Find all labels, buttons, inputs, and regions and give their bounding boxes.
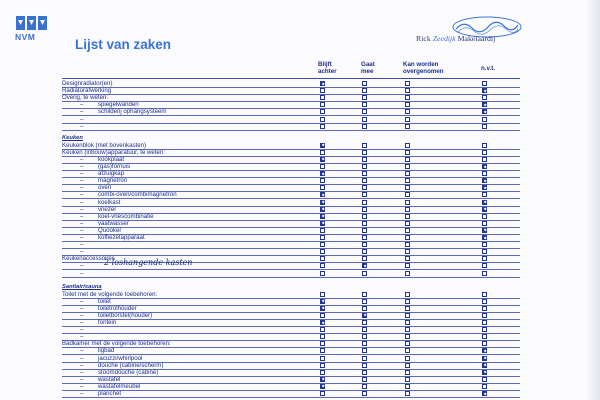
checklist-row <box>62 116 520 123</box>
checkbox-col-1[interactable] <box>362 117 367 122</box>
checkbox-col-3[interactable] <box>482 313 487 318</box>
checkbox-col-2[interactable] <box>405 356 410 361</box>
checkbox-col-0[interactable] <box>320 228 325 233</box>
checklist-row <box>62 347 520 354</box>
checkbox-col-1[interactable] <box>362 207 367 212</box>
checkbox-col-1[interactable] <box>362 299 367 304</box>
checkbox-col-3[interactable] <box>482 306 487 311</box>
dash-bullet: – <box>80 163 84 170</box>
checkbox-col-0[interactable] <box>320 200 325 205</box>
checkbox-col-1[interactable] <box>362 256 367 261</box>
checklist-row <box>62 362 520 369</box>
row-label: Badkamer met de volgende toebehoren: <box>62 340 171 348</box>
brand-name <box>416 34 495 43</box>
checkbox-col-2[interactable] <box>405 143 410 148</box>
checklist-row <box>62 184 520 191</box>
checkbox-col-2[interactable] <box>405 117 410 122</box>
dash-bullet: – <box>80 108 84 116</box>
checklist-row <box>62 101 520 108</box>
checkbox-col-0[interactable] <box>320 143 325 148</box>
checklist-row <box>62 170 520 177</box>
checkbox-col-0[interactable] <box>320 109 325 114</box>
checkbox-col-0[interactable] <box>320 88 325 93</box>
checkbox-col-0[interactable] <box>320 164 325 169</box>
checkbox-col-1[interactable] <box>362 235 367 240</box>
row-label: toilet <box>98 297 111 305</box>
checkbox-col-3[interactable] <box>482 356 487 361</box>
checkbox-col-0[interactable] <box>320 117 325 122</box>
checkbox-col-0[interactable] <box>320 185 325 190</box>
row-label: Keukenaccessoires <box>62 255 115 263</box>
checkbox-col-0[interactable] <box>320 306 325 311</box>
checkbox-col-1[interactable] <box>362 185 367 190</box>
checkbox-col-2[interactable] <box>405 242 410 247</box>
checkbox-col-1[interactable] <box>362 214 367 219</box>
checklist-row <box>62 390 520 397</box>
checkbox-col-2[interactable] <box>405 341 410 346</box>
row-label: vaatwasser <box>98 219 129 227</box>
row-label: toiletborstel(houder) <box>98 311 153 319</box>
checkbox-col-3[interactable] <box>482 192 487 197</box>
checkbox-col-1[interactable] <box>362 363 367 368</box>
dash-bullet: – <box>80 170 84 178</box>
row-label: afzuigkap <box>98 170 125 178</box>
checkbox-col-3[interactable] <box>482 370 487 375</box>
checklist-row <box>62 369 520 376</box>
dash-bullet: – <box>80 115 84 123</box>
checkbox-col-3[interactable] <box>482 320 487 325</box>
nvm-logo <box>15 14 49 42</box>
dash-bullet: – <box>80 234 84 241</box>
brand-suffix: Makelaardij <box>455 34 496 43</box>
checklist-row <box>62 270 520 277</box>
checklist-row <box>62 319 520 326</box>
row-label: combi-oven/combimagnetron <box>98 191 177 199</box>
checkbox-col-3[interactable] <box>482 271 487 276</box>
checkbox-col-3[interactable] <box>482 341 487 346</box>
dash-bullet: – <box>80 241 84 249</box>
brand-italic: Zeedijk <box>432 34 456 43</box>
checklist-row <box>62 199 520 206</box>
checkbox-col-2[interactable] <box>405 334 410 339</box>
checkbox-col-1[interactable] <box>362 249 367 254</box>
checklist-row <box>62 220 520 227</box>
checkbox-col-0[interactable] <box>320 384 325 389</box>
checklist-row <box>62 241 520 248</box>
dash-bullet: – <box>80 122 84 130</box>
checkbox-col-0[interactable] <box>320 157 325 162</box>
checkbox-col-1[interactable] <box>362 157 367 162</box>
row-label: Overig, te weten: <box>62 94 109 102</box>
checkbox-col-3[interactable] <box>482 207 487 212</box>
handwritten-note: 2 loshangende kasten <box>104 258 193 268</box>
checklist-row <box>62 191 520 198</box>
row-label: schilderij ophangsysteem <box>98 108 167 116</box>
checkbox-col-2[interactable] <box>405 214 410 219</box>
row-label: kookplaat <box>98 155 125 163</box>
section-title: Sanitair/sauna <box>62 283 102 290</box>
dash-bullet: – <box>80 311 84 319</box>
checkbox-col-3[interactable] <box>482 299 487 304</box>
checkbox-col-3[interactable] <box>482 348 487 353</box>
checkbox-col-1[interactable] <box>362 228 367 233</box>
checklist-row <box>62 326 520 333</box>
checkbox-col-1[interactable] <box>362 242 367 247</box>
checkbox-col-1[interactable] <box>362 221 367 226</box>
checkbox-col-1[interactable] <box>362 263 367 268</box>
checkbox-col-1[interactable] <box>362 200 367 205</box>
row-label: toiletrolhouder <box>98 304 137 312</box>
checkbox-col-3[interactable] <box>482 384 487 389</box>
row-label: Keukenblok (met bovenkasten) <box>62 141 147 149</box>
checkbox-col-2[interactable] <box>405 95 410 100</box>
checkbox-col-0[interactable] <box>320 363 325 368</box>
col1-label: Gaat mee <box>361 61 375 75</box>
checkbox-col-3[interactable] <box>482 263 487 268</box>
dash-bullet: – <box>80 375 84 383</box>
checkbox-col-3[interactable] <box>482 200 487 205</box>
dash-bullet: – <box>80 333 84 341</box>
checkbox-col-3[interactable] <box>482 292 487 297</box>
checkbox-col-2[interactable] <box>405 228 410 233</box>
checklist-row <box>62 298 520 305</box>
dash-bullet: – <box>80 326 84 334</box>
checkbox-col-3[interactable] <box>482 363 487 368</box>
row-label: ligbad <box>98 347 115 355</box>
checkbox-col-3[interactable] <box>482 391 487 396</box>
checkbox-col-0[interactable] <box>320 207 325 212</box>
checkbox-col-3[interactable] <box>482 117 487 122</box>
checkbox-col-0[interactable] <box>320 263 325 268</box>
checkbox-col-0[interactable] <box>320 242 325 247</box>
checklist-row <box>62 142 520 149</box>
checkbox-col-0[interactable] <box>320 391 325 396</box>
checkbox-col-0[interactable] <box>320 292 325 297</box>
checkbox-col-1[interactable] <box>362 88 367 93</box>
checklist-row <box>62 177 520 184</box>
row-label: planchet <box>98 390 122 397</box>
row-label: oven <box>98 184 112 192</box>
dash-bullet: – <box>80 361 84 369</box>
checkbox-col-2[interactable] <box>405 313 410 318</box>
row-label: koffiezetapparaat <box>98 234 145 241</box>
checkbox-col-0[interactable] <box>320 178 325 183</box>
dash-bullet: – <box>80 191 84 199</box>
checklist-row <box>62 206 520 213</box>
checklist-row <box>62 108 520 115</box>
dash-bullet: – <box>80 219 84 227</box>
dash-bullet: – <box>80 177 84 185</box>
page-title: Lijst van zaken <box>75 37 172 52</box>
checkbox-col-1[interactable] <box>362 341 367 346</box>
dash-bullet: – <box>80 368 84 376</box>
col2-label: Kan worden overgenomen <box>403 61 444 75</box>
checkbox-col-3[interactable] <box>482 102 487 107</box>
dash-bullet: – <box>80 155 84 163</box>
checkbox-col-3[interactable] <box>482 81 487 86</box>
dash-bullet: – <box>80 248 84 256</box>
checkbox-col-1[interactable] <box>362 192 367 197</box>
checkbox-col-3[interactable] <box>482 157 487 162</box>
checkbox-col-2[interactable] <box>405 207 410 212</box>
checkbox-col-1[interactable] <box>362 348 367 353</box>
checkbox-col-1[interactable] <box>362 327 367 332</box>
checkbox-col-2[interactable] <box>405 109 410 114</box>
header-divider <box>62 78 520 79</box>
row-label: wastafelmeubel <box>98 382 141 390</box>
checklist-row <box>62 333 520 340</box>
checkbox-col-3[interactable] <box>482 143 487 148</box>
checkbox-col-1[interactable] <box>362 313 367 318</box>
checkbox-col-2[interactable] <box>405 384 410 389</box>
dash-bullet: – <box>80 226 84 234</box>
checkbox-col-2[interactable] <box>405 377 410 382</box>
checkbox-col-3[interactable] <box>482 214 487 219</box>
row-label: Quooker <box>98 226 122 234</box>
checkbox-col-2[interactable] <box>405 363 410 368</box>
checklist-row <box>62 248 520 255</box>
checkbox-col-1[interactable] <box>362 391 367 396</box>
checkbox-col-3[interactable] <box>482 95 487 100</box>
checkbox-col-2[interactable] <box>405 249 410 254</box>
checkbox-col-1[interactable] <box>362 292 367 297</box>
checklist-row <box>62 94 520 101</box>
dash-bullet: – <box>80 198 84 206</box>
checklist-row <box>62 355 520 362</box>
section-title: Keuken <box>62 134 83 141</box>
checkbox-col-1[interactable] <box>362 334 367 339</box>
row-label: magnetron <box>98 177 128 185</box>
checkbox-col-0[interactable] <box>320 235 325 240</box>
dash-bullet: – <box>80 269 84 277</box>
row-label: Designradiator(en) <box>62 80 113 87</box>
checklist-row <box>62 156 520 163</box>
row-label: fontein <box>98 319 117 326</box>
checklist-row <box>62 87 520 94</box>
checkbox-col-3[interactable] <box>482 228 487 233</box>
checkbox-col-1[interactable] <box>362 320 367 325</box>
checkbox-col-2[interactable] <box>405 327 410 332</box>
checkbox-col-3[interactable] <box>482 124 487 129</box>
checkbox-col-2[interactable] <box>405 292 410 297</box>
checkbox-col-0[interactable] <box>320 95 325 100</box>
dash-bullet: – <box>80 184 84 192</box>
row-divider <box>62 130 520 131</box>
checklist-row <box>62 305 520 312</box>
dash-bullet: – <box>80 262 84 270</box>
checkbox-col-2[interactable] <box>405 256 410 261</box>
checklist-row <box>62 291 520 298</box>
checkbox-col-1[interactable] <box>362 95 367 100</box>
checkbox-col-2[interactable] <box>405 124 410 129</box>
checkbox-col-3[interactable] <box>482 150 487 155</box>
checkbox-col-0[interactable] <box>320 348 325 353</box>
checklist-row <box>62 234 520 241</box>
checklist-row <box>62 340 520 347</box>
checkbox-col-0[interactable] <box>320 370 325 375</box>
checkbox-col-3[interactable] <box>482 327 487 332</box>
row-label: jacuzzi/whirlpool <box>98 354 143 362</box>
checkbox-col-3[interactable] <box>482 178 487 183</box>
dash-bullet: – <box>80 304 84 312</box>
checkbox-col-1[interactable] <box>362 143 367 148</box>
row-label: Radiatorafwerking <box>62 87 112 95</box>
dash-bullet: – <box>80 212 84 220</box>
column-header-kan-worden-overgenomen <box>403 61 444 75</box>
checkbox-col-2[interactable] <box>405 299 410 304</box>
checkbox-col-2[interactable] <box>405 271 410 276</box>
checkbox-col-3[interactable] <box>482 221 487 226</box>
dash-bullet: – <box>80 382 84 390</box>
checkbox-col-3[interactable] <box>482 88 487 93</box>
checkbox-col-2[interactable] <box>405 370 410 375</box>
checkbox-col-1[interactable] <box>362 81 367 86</box>
checkbox-col-1[interactable] <box>362 306 367 311</box>
row-label: Keuken (inbouw)apparatuur, te weten: <box>62 148 165 156</box>
checkbox-col-2[interactable] <box>405 178 410 183</box>
checklist-row <box>62 123 520 130</box>
checkbox-col-0[interactable] <box>320 214 325 219</box>
checkbox-col-3[interactable] <box>482 334 487 339</box>
column-header-gaat-mee <box>361 61 375 75</box>
checklist-row <box>62 383 520 390</box>
checkbox-col-1[interactable] <box>362 150 367 155</box>
checkbox-col-0[interactable] <box>320 81 325 86</box>
dash-bullet: – <box>80 319 84 326</box>
nvm-house-icon <box>15 14 49 32</box>
checkbox-col-1[interactable] <box>362 109 367 114</box>
dash-bullet: – <box>80 354 84 362</box>
checkbox-col-0[interactable] <box>320 221 325 226</box>
checklist-row <box>62 163 520 170</box>
checkbox-col-1[interactable] <box>362 377 367 382</box>
row-label: Toilet met de volgende toebehoren: <box>62 290 158 298</box>
checkbox-col-1[interactable] <box>362 384 367 389</box>
checkbox-col-2[interactable] <box>405 192 410 197</box>
row-label: douche (cabine/scherm) <box>98 361 164 369</box>
checkbox-col-3[interactable] <box>482 377 487 382</box>
col3-label: n.v.t. <box>481 65 495 72</box>
checkbox-col-2[interactable] <box>405 81 410 86</box>
dash-bullet: – <box>80 205 84 213</box>
checkbox-col-1[interactable] <box>362 171 367 176</box>
brand-prefix: Rick <box>416 34 433 43</box>
row-label: spiegelwanden <box>98 101 139 109</box>
checkbox-col-0[interactable] <box>320 150 325 155</box>
checkbox-col-3[interactable] <box>482 256 487 261</box>
checkbox-col-0[interactable] <box>320 377 325 382</box>
checkbox-col-2[interactable] <box>405 235 410 240</box>
row-label: stoomdouche (cabine) <box>98 368 159 376</box>
checkbox-col-1[interactable] <box>362 370 367 375</box>
checkbox-col-2[interactable] <box>405 185 410 190</box>
checklist-row <box>62 213 520 220</box>
dash-bullet: – <box>80 390 84 397</box>
checkbox-col-2[interactable] <box>405 157 410 162</box>
checkbox-col-1[interactable] <box>362 178 367 183</box>
row-label: vriezer <box>98 205 117 213</box>
checkbox-col-0[interactable] <box>320 356 325 361</box>
scan-edge <box>586 0 600 400</box>
checklist-row <box>62 312 520 319</box>
checkbox-col-3[interactable] <box>482 185 487 190</box>
checkbox-col-3[interactable] <box>482 171 487 176</box>
checkbox-col-0[interactable] <box>320 192 325 197</box>
nvm-logo-text: NVM <box>15 32 36 42</box>
checkbox-col-3[interactable] <box>482 235 487 240</box>
dash-bullet: – <box>80 297 84 305</box>
checkbox-col-0[interactable] <box>320 271 325 276</box>
checkbox-col-1[interactable] <box>362 356 367 361</box>
dash-bullet: – <box>80 101 84 109</box>
checkbox-col-3[interactable] <box>482 109 487 114</box>
checkbox-col-3[interactable] <box>482 242 487 247</box>
checkbox-col-2[interactable] <box>405 102 410 107</box>
row-label: koel-vriescombinatie <box>98 212 154 220</box>
checkbox-col-0[interactable] <box>320 256 325 261</box>
row-label: (gas)fornuis <box>98 163 131 170</box>
checkbox-col-2[interactable] <box>405 263 410 268</box>
checkbox-col-1[interactable] <box>362 164 367 169</box>
checkbox-col-1[interactable] <box>362 124 367 129</box>
row-label: wastafel <box>98 375 121 383</box>
row-divider <box>62 397 520 398</box>
checkbox-col-2[interactable] <box>405 221 410 226</box>
checklist-row <box>62 227 520 234</box>
checklist-row <box>62 376 520 383</box>
checkbox-col-0[interactable] <box>320 102 325 107</box>
checkbox-col-2[interactable] <box>405 320 410 325</box>
checkbox-col-3[interactable] <box>482 249 487 254</box>
checkbox-col-0[interactable] <box>320 171 325 176</box>
checkbox-col-2[interactable] <box>405 164 410 169</box>
checkbox-col-0[interactable] <box>320 334 325 339</box>
checkbox-col-3[interactable] <box>482 164 487 169</box>
checkbox-col-0[interactable] <box>320 299 325 304</box>
row-divider <box>62 277 520 278</box>
col0-label: Blijft achter <box>318 61 337 75</box>
checkbox-col-2[interactable] <box>405 150 410 155</box>
checkbox-col-1[interactable] <box>362 271 367 276</box>
checkbox-col-0[interactable] <box>320 124 325 129</box>
checkbox-col-2[interactable] <box>405 348 410 353</box>
dash-bullet: – <box>80 347 84 355</box>
checkbox-col-2[interactable] <box>405 306 410 311</box>
column-header-blijft-achter <box>318 61 337 75</box>
checkbox-col-0[interactable] <box>320 313 325 318</box>
checklist-row <box>62 149 520 156</box>
column-header-nvt <box>481 65 495 72</box>
checkbox-col-1[interactable] <box>362 102 367 107</box>
checkbox-col-2[interactable] <box>405 391 410 396</box>
checkbox-col-0[interactable] <box>320 320 325 325</box>
checkbox-col-2[interactable] <box>405 171 410 176</box>
checklist-row <box>62 80 520 87</box>
checkbox-col-0[interactable] <box>320 249 325 254</box>
checkbox-col-0[interactable] <box>320 327 325 332</box>
checkbox-col-2[interactable] <box>405 200 410 205</box>
row-label: koelkast <box>98 198 121 206</box>
checkbox-col-0[interactable] <box>320 341 325 346</box>
checkbox-col-2[interactable] <box>405 88 410 93</box>
